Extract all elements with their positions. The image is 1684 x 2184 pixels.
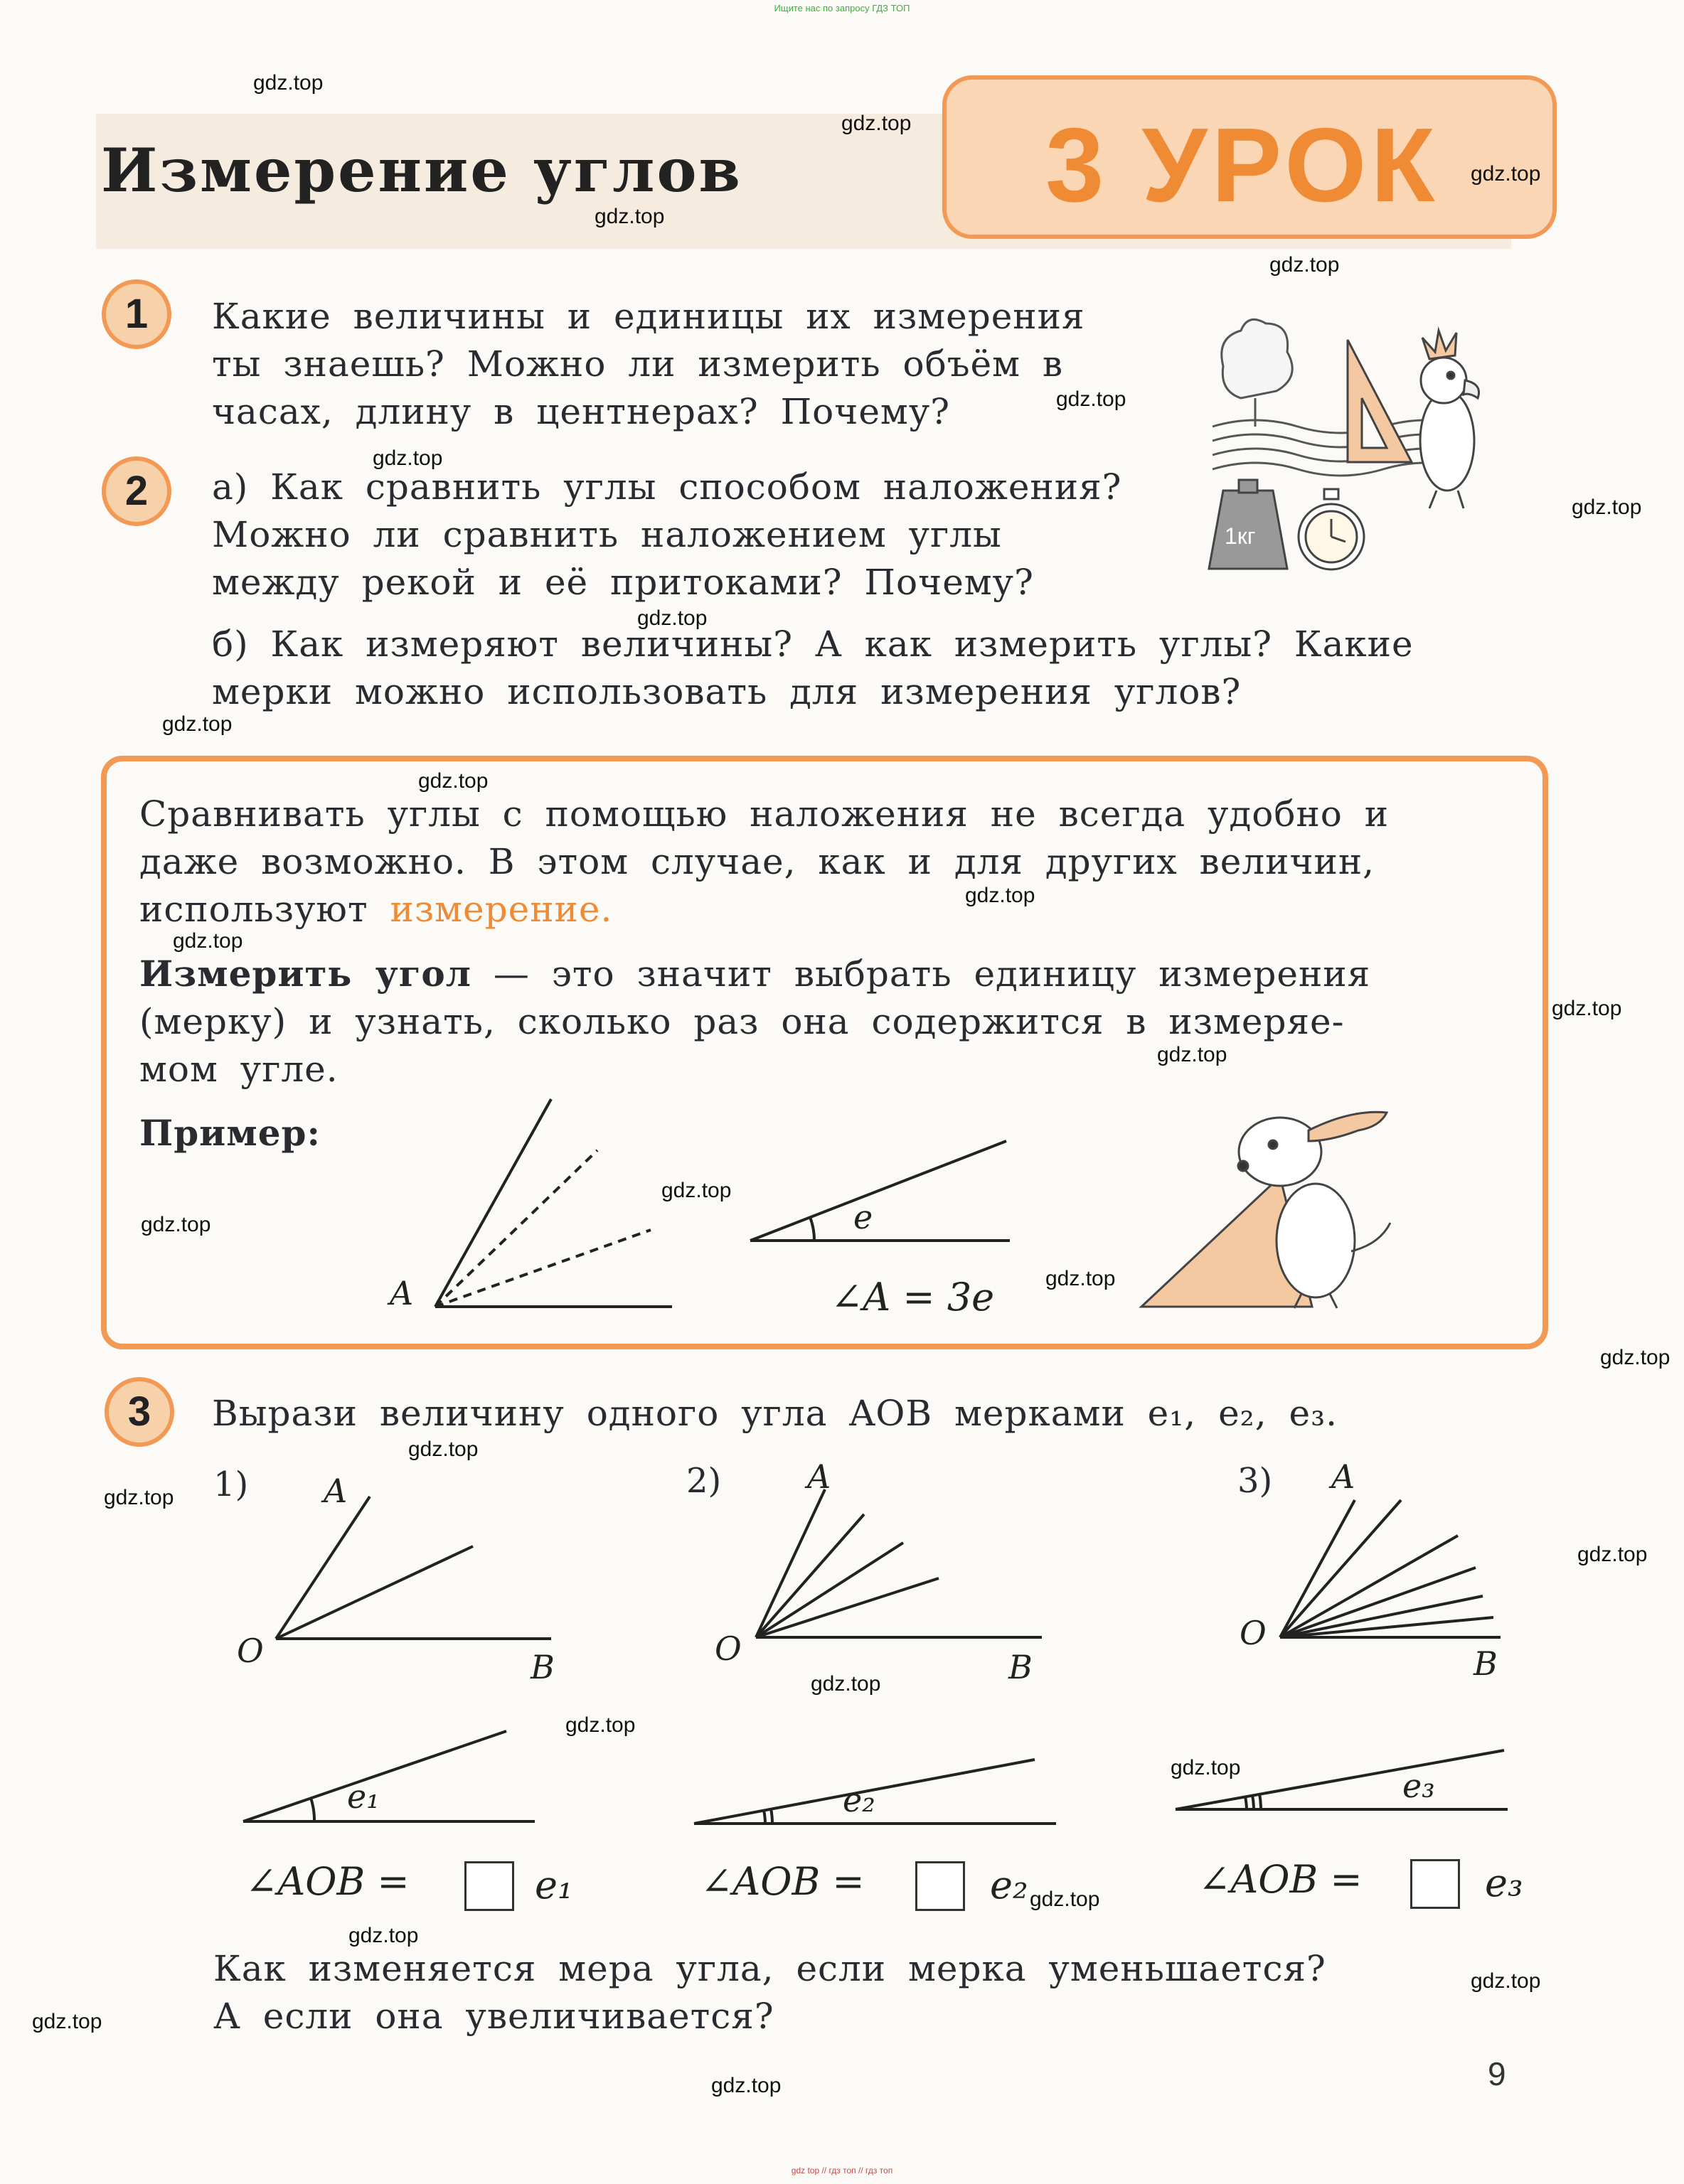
watermark: gdz.top (1056, 387, 1126, 411)
task-2-number: 2 (102, 456, 171, 526)
watermark: gdz.top (162, 712, 233, 736)
watermark: gdz.top (1171, 1756, 1241, 1779)
measure-e2-label: e₂ (843, 1781, 875, 1819)
weight-label: 1кг (1225, 523, 1256, 549)
task-2a-line: между рекой и её притоками? Почему? (212, 562, 1034, 603)
equation-2: ∠AOB = (700, 1859, 865, 1904)
measure-e1 (243, 1731, 535, 1821)
definition-line: (мерку) и узнать, сколько раз она содержится в измеряе- (139, 1001, 1345, 1042)
rule-line: Сравнивать углы с помощью наложения не всегда удобно и (139, 793, 1390, 835)
watermark: gdz.top (408, 1438, 479, 1461)
task-1-line: часах, длину в центнерах? Почему? (212, 391, 951, 432)
page-title: Измерение углов (101, 135, 742, 205)
item-1-number: 1) (213, 1465, 249, 1504)
equation-1: ∠AOB = (245, 1859, 410, 1904)
label-a-2: A (807, 1457, 831, 1496)
task-3-prompt: Вырази величину одного угла AOB мерками e₁, e₂, e₃. (212, 1393, 1338, 1434)
item-2-number: 2) (686, 1461, 722, 1501)
label-b-3: B (1474, 1644, 1498, 1683)
rule-line-start: используют (139, 889, 368, 930)
watermark: gdz.top (565, 1713, 636, 1737)
measure-e1-label: e₁ (347, 1777, 380, 1816)
angle-aob-1 (276, 1497, 551, 1639)
example-label: Пример: (139, 1112, 321, 1154)
watermark: gdz.top (595, 205, 665, 228)
item-3-number: 3) (1237, 1461, 1273, 1501)
label-b-2: B (1008, 1648, 1033, 1686)
rule-highlight: измерение. (390, 889, 613, 930)
watermark: gdz.top (1577, 1543, 1648, 1566)
top-note: Ищите нас по запросу ГДЗ ТОП (774, 3, 910, 14)
answer-box-1[interactable] (464, 1861, 514, 1911)
watermark: gdz.top (373, 446, 443, 470)
watermark: gdz.top (173, 929, 243, 953)
rule-line: даже возможно. В этом случае, как и для других величин, (139, 841, 1375, 882)
watermark: gdz.top (1157, 1043, 1227, 1066)
lesson-label: 3 УРОК (1045, 107, 1439, 224)
watermark: gdz.top (661, 1179, 732, 1202)
watermark: gdz.top (1471, 1969, 1541, 1993)
label-o-3: O (1240, 1614, 1267, 1652)
equation-2-measure: e₂ (990, 1863, 1028, 1907)
example-vertex-label: A (390, 1274, 414, 1312)
question-line: А если она увеличивается? (213, 1996, 774, 2037)
watermark: gdz.top (253, 71, 324, 95)
watermark: gdz.top (348, 1924, 419, 1947)
watermark: gdz.top (1600, 1346, 1670, 1369)
task-2a-line: а) Как сравнить углы способом наложения? (212, 466, 1122, 508)
example-equation: ∠A = 3e (831, 1275, 995, 1320)
watermark: gdz.top (711, 2074, 782, 2097)
task-3-number: 3 (105, 1377, 174, 1447)
equation-3-measure: e₃ (1485, 1861, 1523, 1905)
label-a-3: A (1331, 1457, 1355, 1496)
label-b-1: B (531, 1648, 555, 1686)
watermark: gdz.top (1471, 162, 1541, 186)
watermark: gdz.top (32, 2010, 102, 2033)
watermark: gdz.top (104, 1486, 174, 1509)
definition-rest: — это значит выбрать единицу измерения (493, 953, 1371, 995)
task-1-line: Какие величины и единицы их измерения (212, 296, 1085, 337)
measure-e-label: e (853, 1198, 873, 1236)
answer-box-3[interactable] (1410, 1859, 1460, 1909)
task-3-question (213, 1945, 1326, 2040)
page-number: 9 (1488, 2055, 1506, 2092)
equation-1-measure: e₁ (535, 1863, 573, 1907)
label-o-1: O (237, 1632, 264, 1670)
watermark: gdz.top (841, 112, 912, 135)
watermark: gdz.top (1030, 1888, 1100, 1911)
watermark: gdz.top (1572, 496, 1642, 519)
answer-box-2[interactable] (915, 1861, 965, 1911)
question-line: Как изменяется мера угла, если мерка уменьшается? (213, 1948, 1326, 1989)
task-2b-line: б) Как измеряют величины? А как измерить углы? Какие (212, 623, 1414, 665)
watermark: gdz.top (418, 769, 489, 793)
definition-line: мом угле. (139, 1049, 339, 1090)
watermark: gdz.top (1552, 997, 1622, 1020)
bottom-note: gdz top // гдз топ // гдз топ (791, 2166, 893, 2175)
equation-3: ∠AOB = (1198, 1857, 1363, 1902)
label-a-1: A (324, 1472, 348, 1510)
watermark: gdz.top (637, 606, 708, 630)
watermark: gdz.top (1045, 1267, 1116, 1290)
label-o-2: O (715, 1629, 742, 1668)
measure-e3-label: e₃ (1402, 1767, 1435, 1805)
task-1-number: 1 (102, 279, 171, 349)
task-1-line: ты знаешь? Можно ли измерить объём в (212, 343, 1064, 385)
watermark: gdz.top (1269, 253, 1340, 277)
angle-aob-2 (756, 1489, 1042, 1637)
watermark: gdz.top (965, 884, 1035, 907)
task-2b-line: мерки можно использовать для измерения углов? (212, 671, 1242, 712)
definition-term: Измерить угол (139, 953, 472, 995)
watermark: gdz.top (141, 1213, 211, 1236)
watermark: gdz.top (811, 1672, 881, 1696)
angle-aob-3 (1280, 1500, 1501, 1637)
task-2a-line: Можно ли сравнить наложением углы (212, 514, 1002, 555)
